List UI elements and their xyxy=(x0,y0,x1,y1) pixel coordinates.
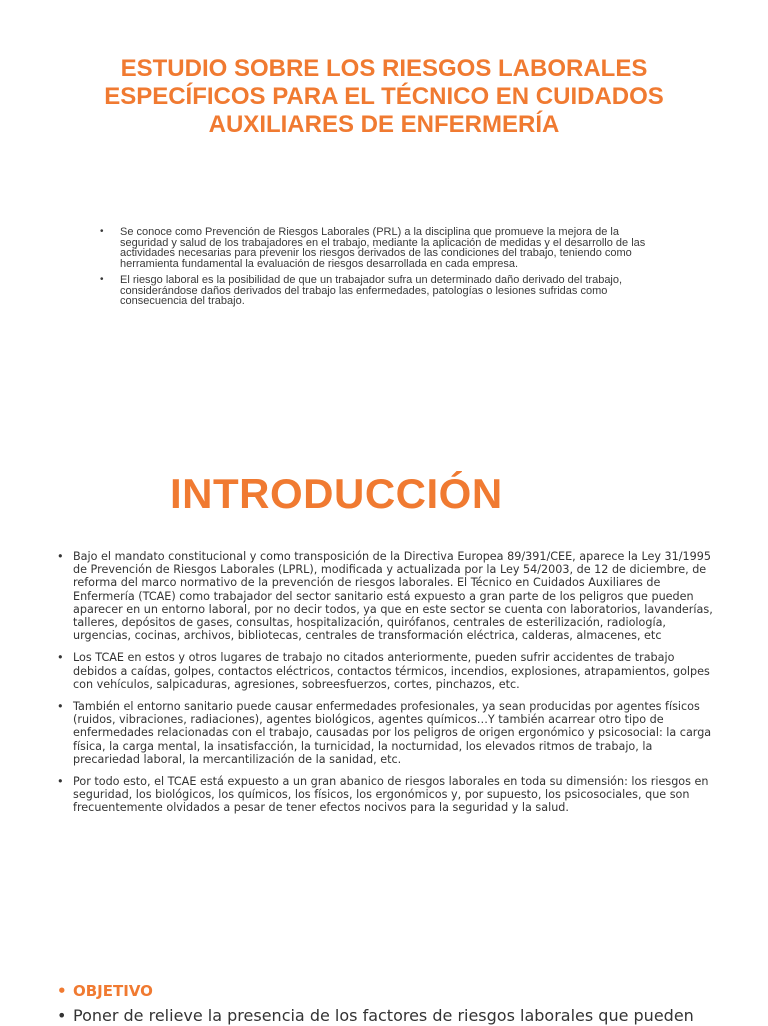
list-item: • Por todo esto, el TCAE está expuesto a un gran abanico de riesgos laborales en toda su dimensión: los riesgos en seguridad, los biológicos, los químicos, los físicos, los ergonómicos y, por supuesto, los psicosociales, que son frecuentemente olvidados a pesar de tener efectos nocivos para la seguridad y la salud. xyxy=(55,775,715,815)
intro-bullet-list xyxy=(100,227,660,313)
document-title: ESTUDIO SOBRE LOS RIESGOS LABORALES ESPECÍFICOS PARA EL TÉCNICO EN CUIDADOS AUXILIARES DE ENFERMERÍA xyxy=(104,55,664,138)
list-item: • Bajo el mandato constitucional y como transposición de la Directiva Europea 89/391/CEE, aparece la Ley 31/1995 de Prevención de Riesgos Laborales (LPRL), modificada y actualizada por la Ley 54/2003, de 12 de diciembre, de reforma del marco normativo de la prevención de riesgos laborales. El Técnico en Cuidados Auxiliares de Enfermería (TCAE) como trabajador del sector sanitario está expuesto a gran parte de los peligros que pueden aparecer en un entorno laboral, por no decir todos, ya que en este sector se cuenta con laboratorios, lavanderías, talleres, depósitos de gases, consultas, hospitalización, quirófanos, centrales de esterilización, radiología, urgencias, cocinas, archivos, bibliotecas, centrales de transformación eléctrica, calderas, almacenes, etc xyxy=(55,550,715,642)
objetivo-section xyxy=(55,982,755,1026)
intro-bullet-riesgo-definition: • El riesgo laboral es la posibilidad de que un trabajador sufra un determinado daño derivado del trabajo, considerándose daños derivados del trabajo las enfermedades, patologías o lesiones sufridas como consecuencia del trabajo. xyxy=(100,275,660,307)
introduccion-bullet-list xyxy=(55,550,715,824)
objetivo-label: • OBJETIVO xyxy=(55,982,755,1000)
objetivo-text: • Poner de relieve la presencia de los factores de riesgos laborales que pueden xyxy=(55,1006,755,1026)
list-item: • Los TCAE en estos y otros lugares de trabajo no citados anteriormente, pueden sufrir accidentes de trabajo debidos a caídas, golpes, contactos eléctricos, contactos térmicos, incendios, explosiones, atrapamientos, golpes con vehículos, salpicaduras, agresiones, sobreesfuerzos, cortes, pinchazos, etc. xyxy=(55,651,715,691)
intro-bullet-prl-definition: • Se conoce como Prevención de Riesgos Laborales (PRL) a la disciplina que promueve la mejora de la seguridad y salud de los trabajadores en el trabajo, mediante la aplicación de medidas y el desarrollo de las actividades necesarias para prevenir los riesgos derivados de las condiciones del trabajo, teniendo como herramienta fundamental la evaluación de riesgos desarrollada en cada empresa. xyxy=(100,227,660,269)
list-item: • También el entorno sanitario puede causar enfermedades profesionales, ya sean producidas por agentes físicos (ruidos, vibraciones, radiaciones), agentes biológicos, agentes químicos…Y también acarrear otro tipo de enfermedades relacionadas con el trabajo, causadas por los peligros de origen ergonómico y psicosocial: la carga física, la carga mental, la insatisfacción, la turnicidad, la nocturnidad, los elevados ritmos de trabajo, la precariedad laboral, la mercantilización de la sanidad, etc. xyxy=(55,700,715,766)
section-heading-introduccion: INTRODUCCIÓN xyxy=(170,470,503,517)
